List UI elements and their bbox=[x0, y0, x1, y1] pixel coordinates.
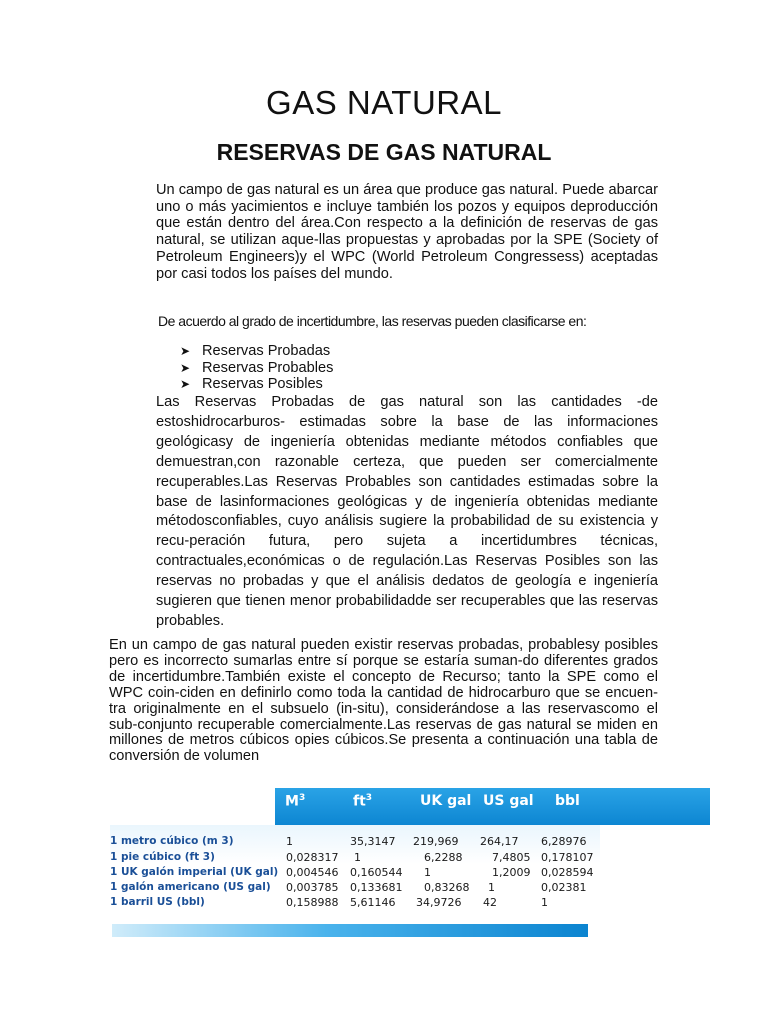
resources-paragraph: En un campo de gas natural pueden existir reservas probadas, probablesy posibles pero es incorrecto sumarlas entre sí porque se estaría suman-do diferentes grados de incertidumbre.También existe el concepto de Recurso; tanto la SPE como el WPC coin-ciden en definirlo como toda la cantidad de hidrocarburo que se encuen-tra originalmente en el subsuelo (in-situ), considerándose a las reservascomo el sub-conjunto recuperable comercialmente.Las reservas de gas natural se miden en millones de metros cúbicos opies cúbicos.Se presenta a continuación una tabla de conversión de volumen bbox=[109, 637, 658, 765]
header-bbl: bbl bbox=[555, 793, 580, 809]
table-header bbox=[275, 788, 710, 825]
table-footer-bar bbox=[112, 924, 588, 937]
table-row: 1 barril US (bbl) 0,158988 5,61146 34,9726 42 1 bbox=[110, 896, 548, 909]
header-uk-gal: UK gal bbox=[420, 793, 472, 809]
page-title: GAS NATURAL bbox=[266, 84, 502, 121]
table-row: 1 metro cúbico (m 3) 1 35,3147 219,969 264,17 6,28976 bbox=[110, 835, 587, 848]
table-row: 1 pie cúbico (ft 3) 0,028317 1 6,2288 7,4805 0,178107 bbox=[110, 851, 594, 864]
header-m3: $M^3$ bbox=[285, 793, 306, 810]
table-row: 1 galón americano (US gal) 0,003785 0,133681 0,83268 1 0,02381 bbox=[110, 881, 587, 894]
list-item: ➤ Reservas Posibles bbox=[180, 376, 323, 392]
header-us-gal: US gal bbox=[483, 793, 534, 809]
arrow-bullet-icon: ➤ bbox=[180, 360, 191, 375]
table-body bbox=[110, 825, 600, 922]
table-row: 1 UK galón imperial (UK gal) 0,004546 0,160544 1 1,2009 0,028594 bbox=[110, 866, 594, 879]
section-subtitle: RESERVAS DE GAS NATURAL bbox=[216, 139, 552, 165]
reserves-definition-paragraph: Las Reservas Probadas de gas natural son las cantidades -de estoshidrocarburos- estimadas sobre la base de las informaciones geológicasy de ingeniería obtenidas mediante métodos confiables que demuestran,con razonable certeza, que pueden ser comercialmente recuperables.Las Reservas Probables son cantidades estimadas sobre la base de lasinformaciones geológicas y de ingeniería obtenidas mediante métodosconfiables, cuyo análisis sugiere la probabilidad de su existencia y recu-peración futura, pero sujeta a incertidumbres técnicas, contractuales,económicas o de regulación.Las Reservas Posibles son las reservas no probadas y que el análisis dedatos de geología e ingeniería sugieren que tienen menor probabilidadde ser recuperables que las reservas probables. bbox=[156, 394, 658, 629]
intro-paragraph: Un campo de gas natural es un área que produce gas natural. Puede abarcar uno o más yacimientos e incluye también los pozos y equipos deproducción que están dentro del área.Con respecto a la definición de reservas de gas natural, se utilizan aque-llas propuestas y aprobadas por la SPE (Society of Petroleum Engineers)y el WPC (World Petroleum Congressess) aceptadas por casi todos los países del mundo. bbox=[156, 182, 658, 282]
header-ft3: $ft^3$ bbox=[353, 793, 373, 810]
arrow-bullet-icon: ➤ bbox=[180, 344, 191, 358]
reserves-list bbox=[180, 343, 333, 393]
conversion-table bbox=[110, 788, 600, 938]
arrow-bullet-icon: ➤ bbox=[180, 377, 191, 391]
classification-paragraph: De acuerdo al grado de incertidumbre, las reservas pueden clasificarse en: bbox=[158, 313, 587, 329]
list-item: ➤ Reservas Probadas bbox=[180, 343, 331, 359]
list-item: ➤ Reservas Probables bbox=[180, 359, 334, 376]
